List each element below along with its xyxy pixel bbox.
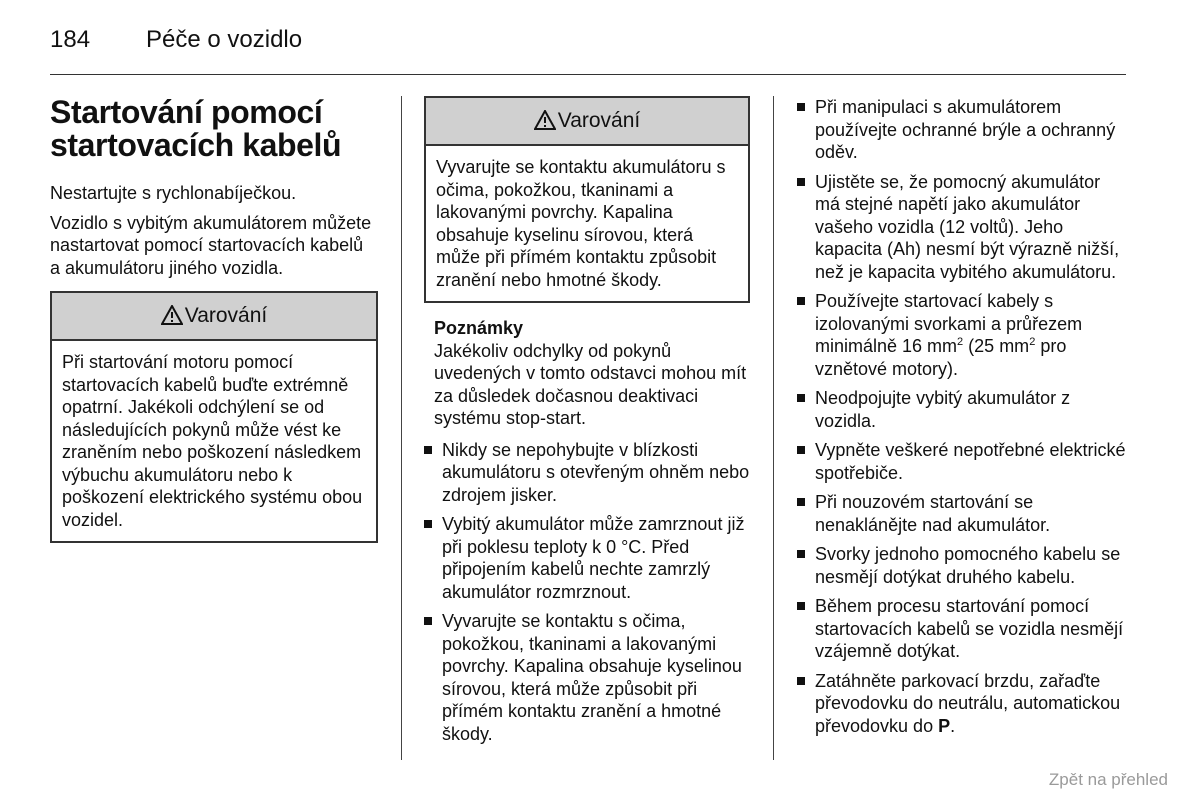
warning-triangle-icon <box>161 305 183 325</box>
bullet-square-icon <box>797 394 805 402</box>
section-title: Péče o vozidlo <box>146 26 303 53</box>
list-item: Nikdy se nepohybujte v blízkosti akumulátoru s otevřeným ohněm nebo zdrojem jisker. <box>424 439 750 507</box>
bullet-square-icon <box>424 617 432 625</box>
page-number: 184 <box>50 26 91 53</box>
note-text: Jakékoliv odchylky od pokynů uvedených v tomto odstavci mohou mít za důsledek dočasnou deaktivaci systému stop-start. <box>434 340 747 428</box>
warning-box <box>424 96 750 303</box>
left-column <box>50 96 378 557</box>
column-divider-left <box>401 96 402 760</box>
warning-label: Varování <box>184 304 268 327</box>
bullet-square-icon <box>797 446 805 454</box>
warning-triangle-icon <box>534 110 556 130</box>
middle-column <box>424 96 750 752</box>
list-item: Při nouzovém startování se nenaklánějte nad akumulátor. <box>797 491 1127 536</box>
header-rule <box>50 74 1126 75</box>
right-column <box>797 96 1127 744</box>
list-item: Zatáhněte parkovací brzdu, zařaďte převodovku do neutrálu, automatickou převodovku do P. <box>797 670 1127 738</box>
column-divider-right <box>773 96 774 760</box>
list-item: Během procesu startování pomocí startovacích kabelů se vozidla nesmějí vzájemně dotýkat. <box>797 595 1127 663</box>
bullet-square-icon <box>797 550 805 558</box>
bullet-square-icon <box>797 498 805 506</box>
bullet-square-icon <box>797 103 805 111</box>
back-to-overview-link[interactable]: Zpět na přehled <box>1048 770 1168 789</box>
bullet-square-icon <box>797 677 805 685</box>
list-item: Vybitý akumulátor může zamrznout již při poklesu teploty k 0 °C. Před připojením kabelů nechte zamrzlý akumulátor rozmrznout. <box>424 513 750 603</box>
page-title: Startování pomocí startovacích kabelů <box>50 94 342 163</box>
list-item: Vypněte veškeré nepotřebné elektrické spotřebiče. <box>797 439 1127 484</box>
warning-text: Vyvarujte se kontaktu akumulátoru s očima, pokožkou, tkaninami a lakovanými povrchy. Kapalina obsahuje kyselinu sírovou, která může při přímém kontaktu způsobit zranění nebo hmotné škody. <box>436 157 726 290</box>
list-item: Svorky jednoho pomocného kabelu se nesmějí dotýkat druhého kabelu. <box>797 543 1127 588</box>
list-item: Vyvarujte se kontaktu s očima, pokožkou, tkaninami a lakovanými povrchy. Kapalina obsahuje kyselinou sírovou, která může způsobit při přímém kontaktu zranění a hmotné škody. <box>424 610 750 745</box>
list-item: Neodpojujte vybitý akumulátor z vozidla. <box>797 387 1127 432</box>
paragraph: Vozidlo s vybitým akumulátorem můžete nastartovat pomocí startovacích kabelů a akumulátoru jiného vozidla. <box>50 212 372 278</box>
bullet-list <box>797 96 1127 737</box>
bullet-list <box>424 439 750 746</box>
bullet-square-icon <box>424 520 432 528</box>
warning-header <box>52 293 376 341</box>
warning-header <box>426 98 748 146</box>
paragraph: Nestartujte s rychlonabíječkou. <box>50 183 297 203</box>
warning-box <box>50 291 378 543</box>
list-item: Používejte startovací kabely s izolovanými svorkami a průřezem minimálně 16 $mm^2$ (25 $mm^2$ pro vznětové motory). <box>797 290 1127 380</box>
bullet-square-icon <box>797 178 805 186</box>
bullet-square-icon <box>424 446 432 454</box>
bullet-square-icon <box>797 297 805 305</box>
warning-text: Při startování motoru pomocí startovacích kabelů buďte extrémně opatrní. Jakékoli odchýlení se od následujících pokynů může vést ke zraněním nebo poškození následkem výbuchu akumulátoru nebo k poškození elektrického systému obou vozidel. <box>62 352 363 530</box>
bullet-square-icon <box>797 602 805 610</box>
page-header <box>50 26 302 54</box>
note-title: Poznámky <box>434 318 524 338</box>
list-item: Ujistěte se, že pomocný akumulátor má stejné napětí jako akumulátor vašeho vozidla (12 voltů). Jeho kapacita (Ah) nesmí být výrazně nižší, než je kapacita vybitého akumulátoru. <box>797 171 1127 284</box>
list-item: Při manipulaci s akumulátorem používejte ochranné brýle a ochranný oděv. <box>797 96 1127 164</box>
warning-label: Varování <box>557 109 641 132</box>
